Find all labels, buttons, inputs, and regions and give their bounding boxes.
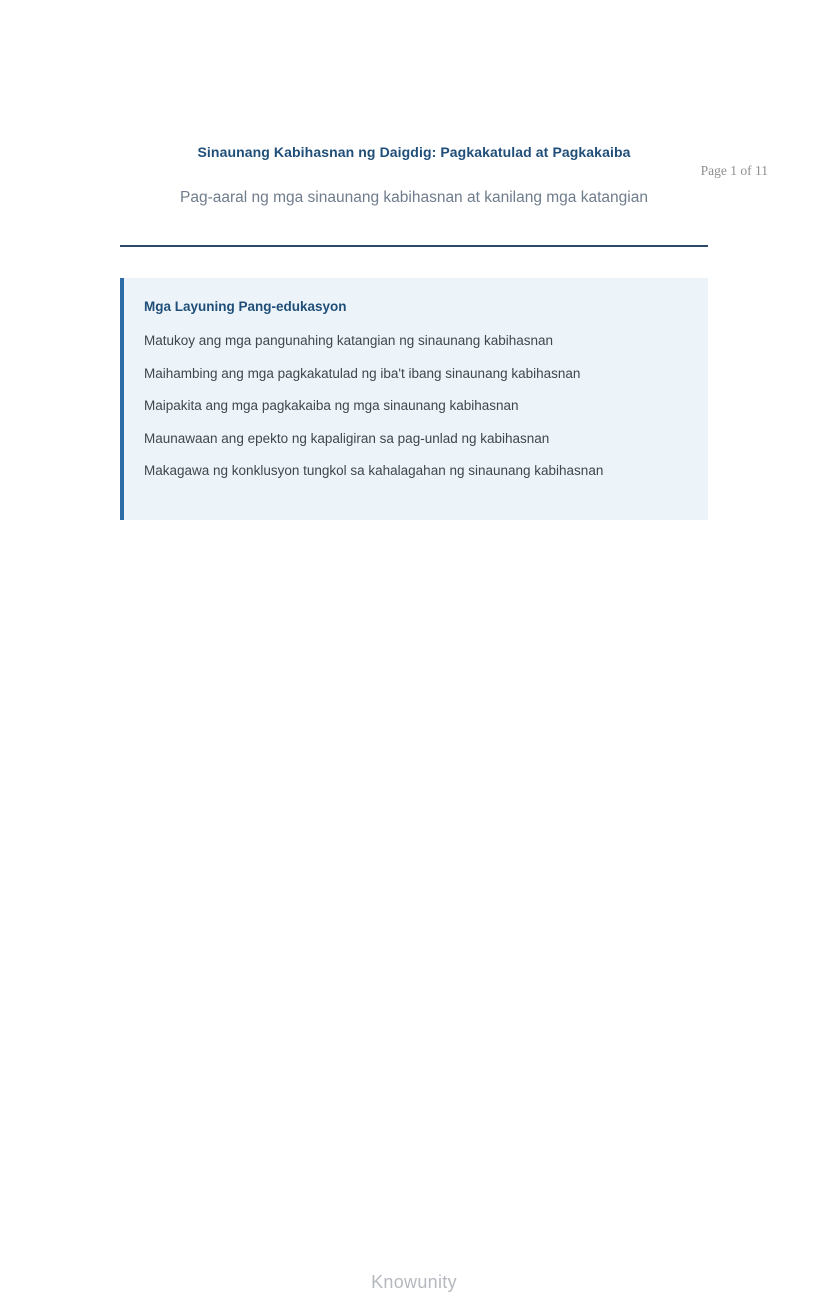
objective-item: Maipakita ang mga pagkakaiba ng mga sinaunang kabihasnan [144, 398, 519, 413]
document-subtitle: Pag-aaral ng mga sinaunang kabihasnan at kanilang mga katangian [180, 189, 648, 206]
page-indicator: Page 1 of 11 [700, 163, 768, 178]
footer-brand: Knowunity [371, 1272, 457, 1292]
objectives-heading: Mga Layuning Pang-edukasyon [144, 299, 347, 314]
objective-item: Makagawa ng konklusyon tungkol sa kahalagahan ng sinaunang kabihasnan [144, 463, 604, 478]
objective-item: Maihambing ang mga pagkakatulad ng iba't ibang sinaunang kabihasnan [144, 365, 581, 381]
document-page [0, 142, 828, 520]
document-title: Sinaunang Kabihasnan ng Daigdig: Pagkakatulad at Pagkakaiba [197, 144, 631, 160]
section-divider [120, 245, 708, 247]
objective-item: Matukoy ang mga pangunahing katangian ng sinaunang kabihasnan [144, 333, 554, 348]
objective-item: Maunawaan ang epekto ng kapaligiran sa pag-unlad ng kabihasnan [144, 430, 550, 446]
objectives-callout-box [120, 278, 708, 520]
